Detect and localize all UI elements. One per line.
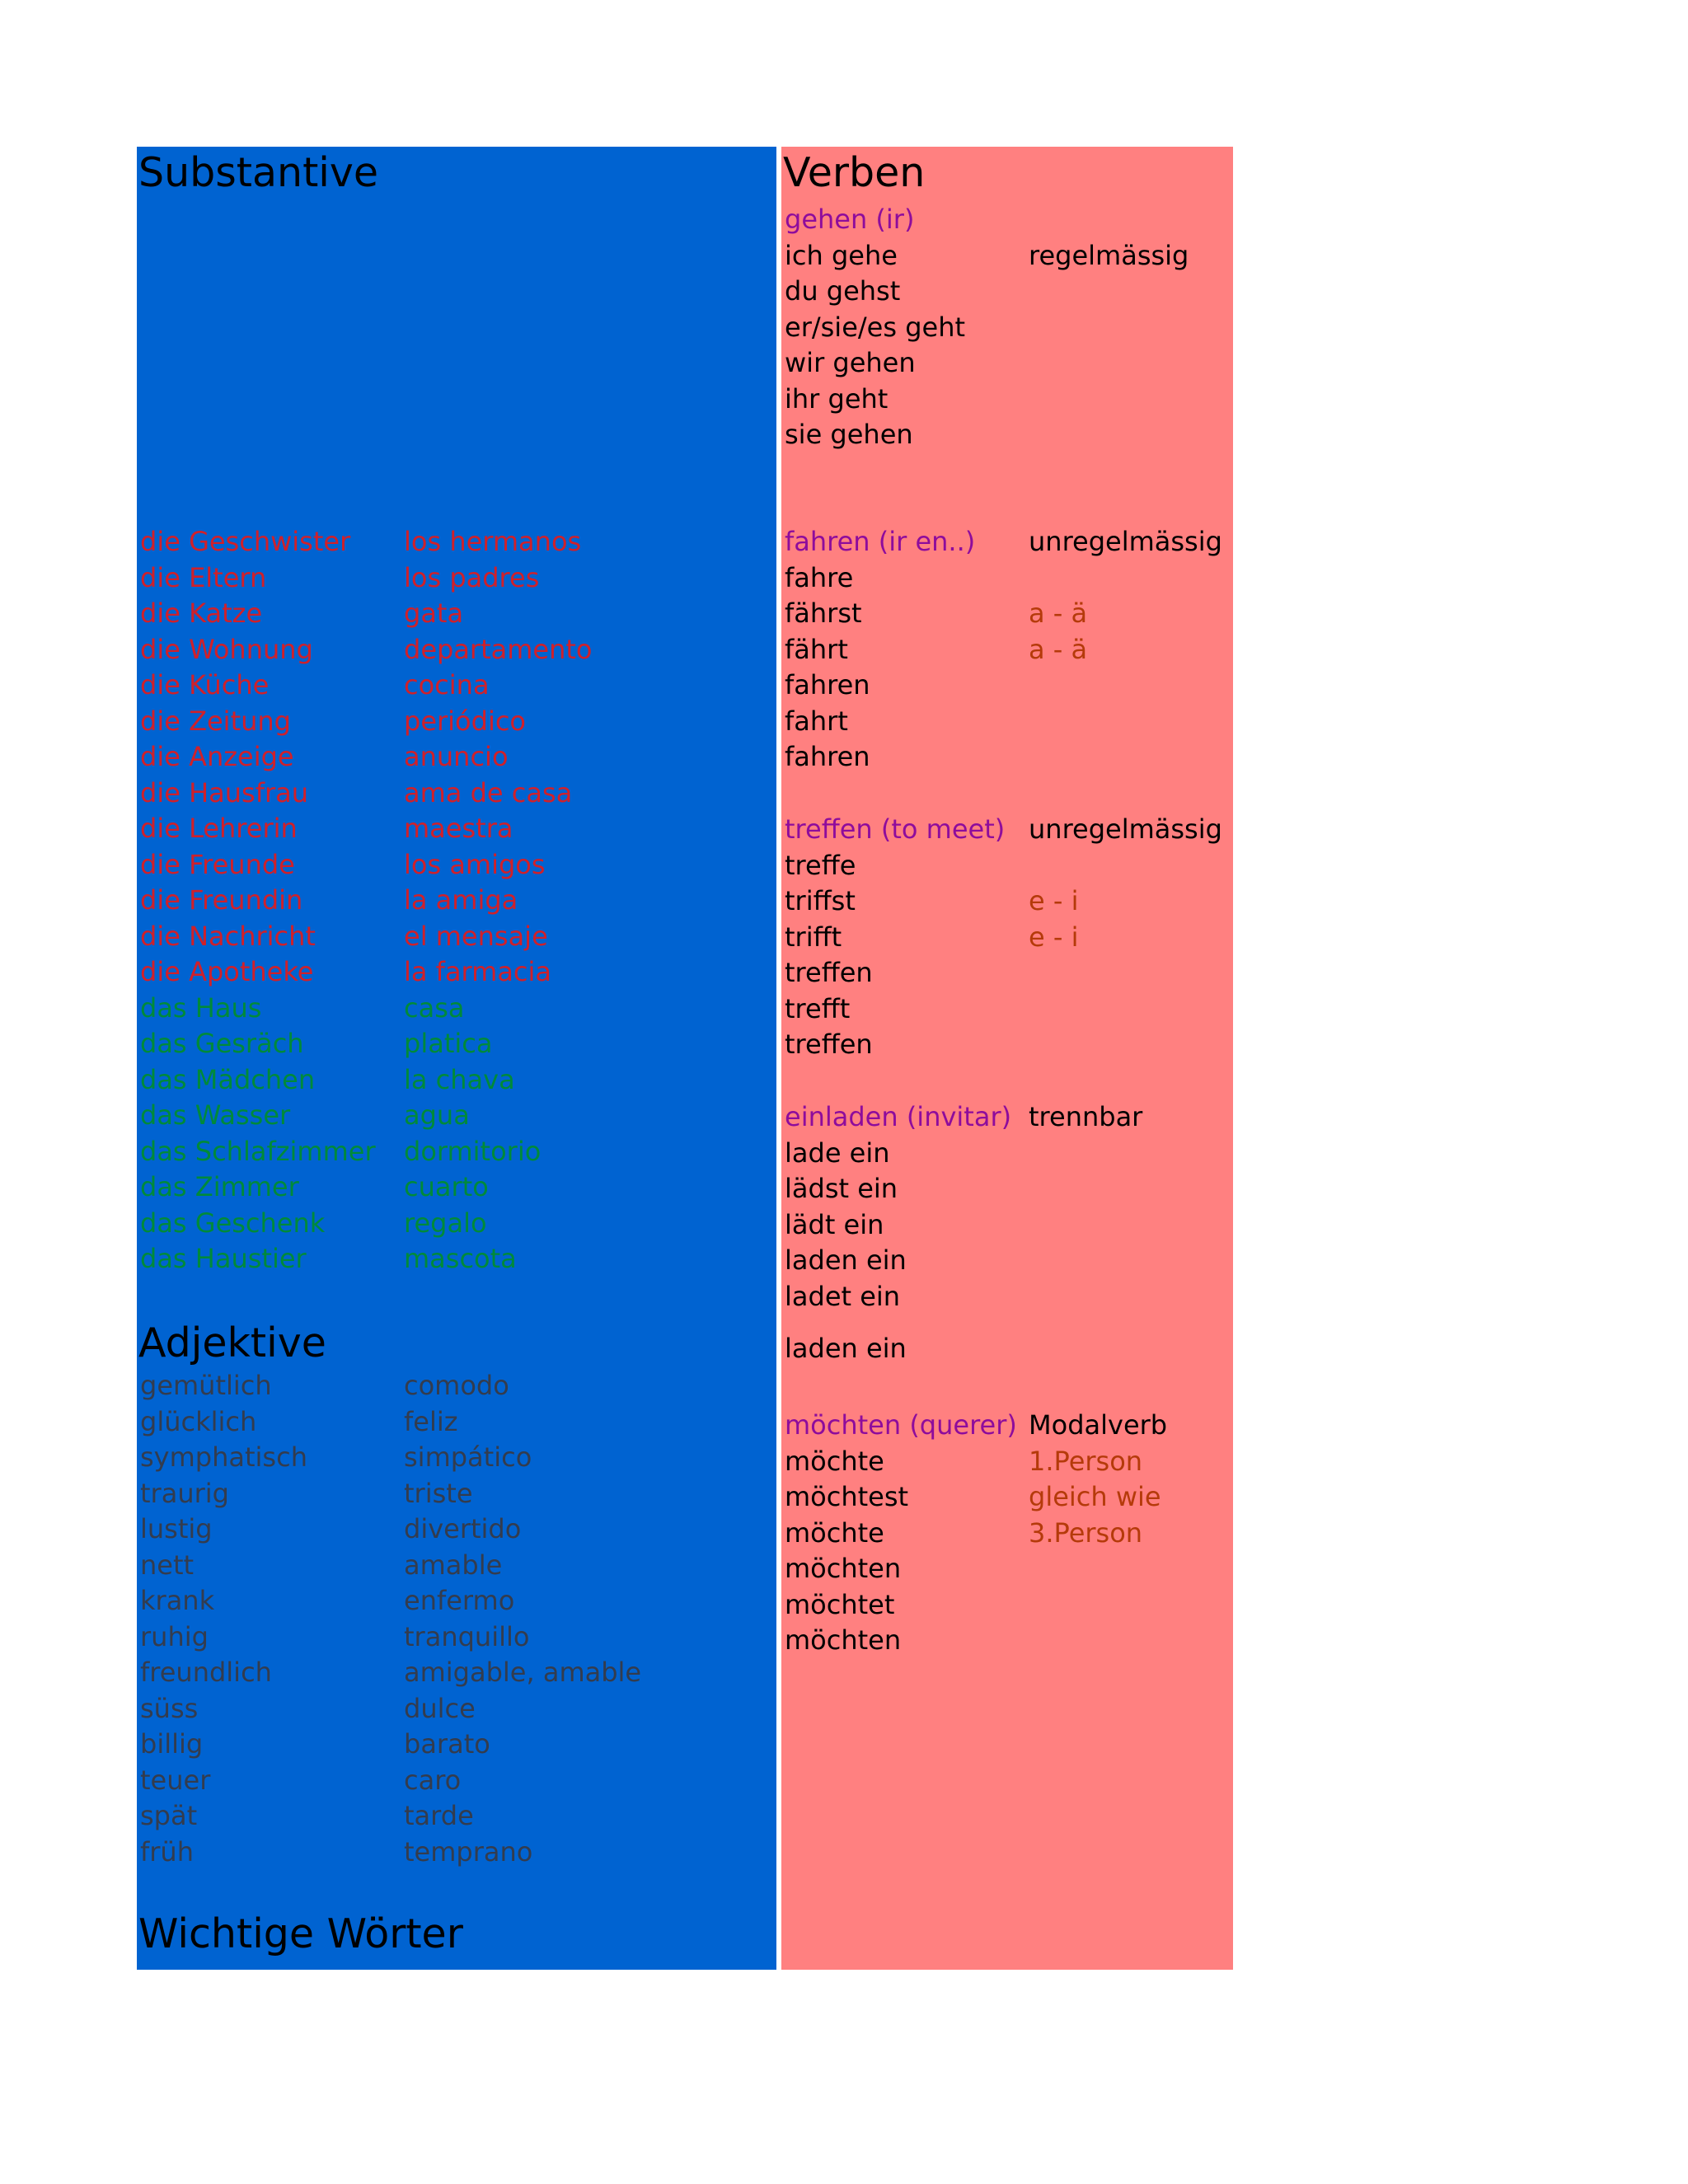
verb-form: fährst (785, 598, 862, 629)
noun-german: die Lehrerin (140, 813, 298, 844)
adjective-german: ruhig (140, 1620, 209, 1652)
noun-german: die Hausfrau (140, 776, 308, 808)
verb-form: möchte (785, 1516, 884, 1549)
noun-spanish: la farmacia (404, 956, 552, 987)
noun-spanish: la chava (404, 1063, 515, 1095)
noun-spanish: el mensaje (404, 920, 548, 952)
adjective-spanish: feliz (404, 1405, 458, 1437)
noun-spanish: los amigos (404, 848, 546, 880)
noun-spanish: departamento (404, 633, 593, 665)
verb-headword: treffen (to meet) (785, 813, 1006, 845)
noun-german: das Zimmer (140, 1171, 299, 1202)
verb-form: trefft (785, 992, 851, 1024)
adjective-german: lustig (140, 1513, 213, 1544)
adjective-spanish: enfermo (404, 1585, 515, 1616)
verb-form: ich gehe (785, 239, 898, 271)
adjective-spanish: caro (404, 1764, 462, 1796)
adjective-spanish: comodo (404, 1370, 509, 1401)
adjective-german: gemütlich (140, 1370, 272, 1401)
verb-form: lädt ein (785, 1208, 884, 1240)
noun-spanish: ama de casa (404, 776, 573, 808)
verb-headword: einladen (invitar) (785, 1101, 1012, 1132)
verb-note: a - ä (1029, 598, 1088, 629)
verb-form: er/sie/es geht (785, 311, 966, 343)
noun-german: die Katze (140, 598, 263, 629)
adjective-spanish: amigable, amable (404, 1657, 642, 1688)
noun-german: das Schlafzimmer (140, 1135, 376, 1167)
noun-german: die Geschwister (140, 526, 351, 557)
noun-german: die Freundin (140, 884, 303, 916)
verb-form: fahrt (785, 705, 848, 737)
noun-spanish: mascota (404, 1243, 517, 1274)
noun-german: das Haustier (140, 1243, 307, 1274)
noun-german: die Zeitung (140, 705, 291, 737)
verb-form: fahren (785, 741, 870, 772)
adjective-spanish: amable (404, 1549, 503, 1581)
adjektive-heading: Adjektive (138, 1319, 326, 1366)
adjective-german: traurig (140, 1477, 229, 1509)
verb-note: 1.Person (1029, 1445, 1143, 1477)
noun-german: die Nachricht (140, 920, 316, 952)
noun-spanish: cocina (404, 669, 490, 701)
verb-headword: möchten (querer) (785, 1409, 1017, 1441)
verb-note: 3.Person (1029, 1516, 1143, 1549)
noun-spanish: la amiga (404, 884, 518, 916)
verb-type: unregelmässig (1029, 813, 1222, 845)
verb-form: fährt (785, 633, 848, 665)
noun-spanish: dormitorio (404, 1135, 542, 1167)
noun-german: die Anzeige (140, 741, 294, 772)
noun-german: das Geschenk (140, 1207, 326, 1239)
adjective-german: früh (140, 1835, 194, 1868)
wichtige-woerter-heading: Wichtige Wörter (138, 1910, 463, 1957)
noun-spanish: platica (404, 1028, 493, 1059)
verb-type: Modalverb (1029, 1409, 1168, 1441)
noun-german: die Eltern (140, 561, 267, 593)
verb-form: triffst (785, 885, 856, 916)
verb-form: möchten (785, 1553, 902, 1584)
verb-form: ihr geht (785, 382, 889, 415)
noun-german: das Mädchen (140, 1063, 316, 1095)
noun-spanish: casa (404, 991, 465, 1024)
substantive-heading: Substantive (138, 149, 379, 196)
noun-german: das Wasser (140, 1099, 291, 1131)
verb-form: sie gehen (785, 419, 913, 450)
adjective-german: spät (140, 1800, 198, 1831)
verb-form: treffen (785, 1029, 873, 1060)
verben-heading: Verben (783, 149, 926, 196)
adjective-german: billig (140, 1728, 204, 1760)
verb-form: lade ein (785, 1137, 890, 1169)
adjective-spanish: dulce (404, 1692, 476, 1724)
adjective-german: krank (140, 1585, 215, 1616)
verb-note: gleich wie (1029, 1481, 1161, 1512)
noun-spanish: periódico (404, 705, 526, 737)
verb-form: möchte (785, 1445, 884, 1477)
verb-type: trennbar (1029, 1101, 1143, 1132)
adjective-spanish: tranquillo (404, 1620, 530, 1652)
verb-form: wir gehen (785, 347, 916, 378)
adjective-german: symphatisch (140, 1441, 307, 1473)
noun-spanish: los padres (404, 561, 540, 593)
noun-spanish: cuarto (404, 1171, 489, 1202)
verb-form: trifft (785, 921, 842, 953)
noun-german: die Freunde (140, 848, 295, 880)
adjective-spanish: divertido (404, 1513, 522, 1544)
noun-german: die Apotheke (140, 956, 314, 987)
noun-spanish: regalo (404, 1207, 487, 1239)
adjective-german: nett (140, 1549, 195, 1581)
verb-form: möchtet (785, 1588, 895, 1620)
verb-note: e - i (1029, 921, 1079, 953)
adjective-spanish: triste (404, 1477, 473, 1509)
verb-type: unregelmässig (1029, 526, 1222, 557)
verb-form: laden ein (785, 1244, 907, 1276)
adjective-spanish: simpático (404, 1441, 532, 1473)
noun-german: die Wohnung (140, 633, 313, 665)
verb-headword: gehen (ir) (785, 204, 915, 235)
verb-form: du gehst (785, 275, 901, 307)
verb-headword: fahren (ir en..) (785, 526, 976, 557)
verb-type: regelmässig (1029, 239, 1189, 271)
noun-spanish: los hermanos (404, 526, 582, 557)
noun-german: das Gesräch (140, 1028, 304, 1059)
adjective-spanish: tarde (404, 1800, 474, 1831)
verb-form: ladet ein (785, 1280, 901, 1312)
verb-form: möchten (785, 1624, 902, 1656)
noun-german: die Küche (140, 669, 270, 701)
adjective-german: glücklich (140, 1405, 257, 1437)
noun-spanish: anuncio (404, 741, 509, 772)
verb-form: laden ein (785, 1333, 907, 1364)
verb-note: a - ä (1029, 633, 1088, 665)
adjective-spanish: barato (404, 1728, 490, 1760)
adjective-german: teuer (140, 1764, 211, 1796)
noun-spanish: maestra (404, 813, 513, 844)
adjective-german: süss (140, 1692, 199, 1724)
verb-form: möchtest (785, 1481, 909, 1512)
adjective-spanish: temprano (404, 1835, 533, 1868)
verb-form: treffen (785, 957, 873, 988)
noun-spanish: agua (404, 1099, 470, 1131)
verb-form: fahre (785, 561, 854, 593)
noun-german: das Haus (140, 991, 262, 1024)
verb-note: e - i (1029, 885, 1079, 916)
verb-form: fahren (785, 669, 870, 701)
noun-spanish: gata (404, 598, 464, 629)
verb-form: treffe (785, 849, 856, 881)
verb-form: lädst ein (785, 1173, 898, 1204)
adjective-german: freundlich (140, 1657, 272, 1688)
